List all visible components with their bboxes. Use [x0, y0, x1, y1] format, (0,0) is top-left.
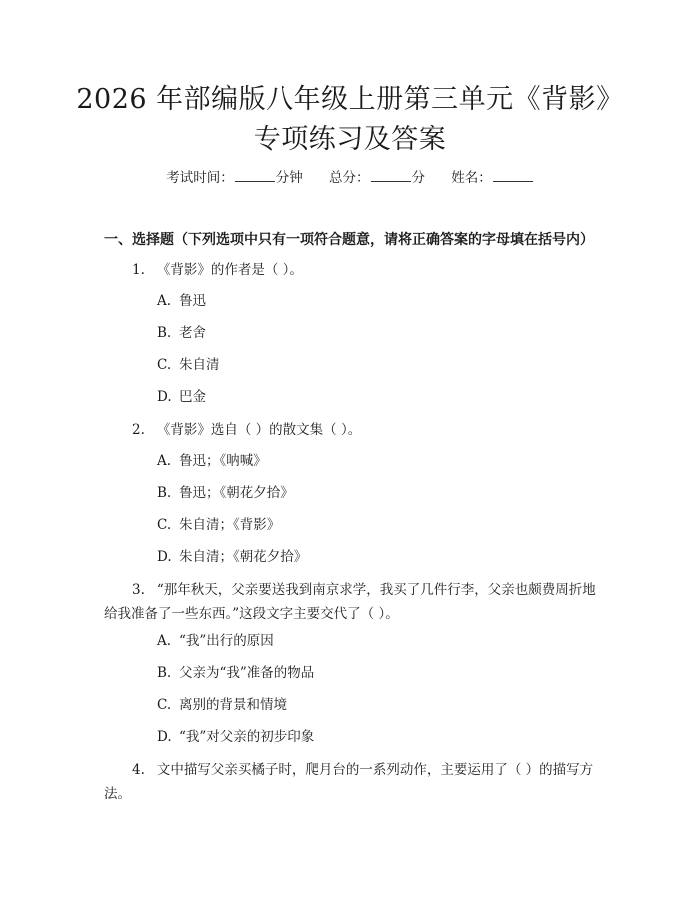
page-subtitle: 专项练习及答案	[253, 124, 447, 155]
option-3a	[157, 631, 274, 651]
exam-time-blank	[235, 169, 275, 182]
option-text: “我”出行的原因	[179, 633, 274, 649]
option-letter: B.	[157, 665, 172, 681]
option-letter: A.	[157, 293, 172, 309]
option-1b	[157, 323, 206, 343]
exam-meta-row	[40, 168, 660, 188]
option-letter: D.	[157, 549, 172, 565]
student-name-label: 姓名：	[451, 170, 492, 186]
option-letter: C.	[157, 517, 172, 533]
total-score-field	[329, 170, 425, 186]
total-score-blank	[371, 169, 411, 182]
option-text: 朱自清；《朝花夕拾》	[179, 549, 308, 565]
exam-time-unit: 分钟	[275, 170, 303, 186]
option-letter: A.	[157, 453, 172, 469]
total-score-unit: 分	[411, 170, 425, 186]
option-text: 鲁迅；《呐喊》	[179, 453, 267, 469]
option-text: 巴金	[179, 389, 206, 405]
question-number: 1.	[132, 262, 145, 278]
option-letter: A.	[157, 633, 172, 649]
option-letter: D.	[157, 729, 172, 745]
option-letter: B.	[157, 325, 172, 341]
option-1d	[157, 387, 206, 407]
option-text: 离别的背景和情境	[179, 697, 287, 713]
option-letter: C.	[157, 357, 172, 373]
option-3c	[157, 695, 287, 715]
option-2b	[157, 483, 294, 503]
question-text: 《背影》选自（ ）的散文集（ ）。	[156, 422, 362, 438]
page-title: 2026 年部编版八年级上册第三单元《背影》	[76, 84, 624, 115]
exam-time-field	[166, 170, 303, 186]
option-2d	[157, 547, 307, 567]
question-2	[104, 418, 602, 442]
question-number: 2.	[132, 422, 145, 438]
question-text: 文中描写父亲买橘子时，爬月台的一系列动作，主要运用了（ ）的描写方法。	[104, 762, 594, 802]
question-1	[104, 258, 602, 282]
option-letter: B.	[157, 485, 172, 501]
question-number: 3.	[132, 582, 145, 598]
option-1a	[157, 291, 206, 311]
option-letter: D.	[157, 389, 172, 405]
option-text: “我”对父亲的初步印象	[179, 729, 315, 745]
question-text: “那年秋天，父亲要送我到南京求学，我买了几件行李，父亲也颇费周折地给我准备了一些东西。”这段文字主要交代了（ ）。	[104, 582, 596, 622]
student-name-field	[451, 170, 534, 186]
total-score-label: 总分：	[329, 170, 370, 186]
option-text: 鲁迅	[179, 293, 206, 309]
option-text: 朱自清；《背影》	[179, 517, 281, 533]
option-2a	[157, 451, 267, 471]
question-4	[104, 758, 602, 806]
option-text: 父亲为“我”准备的物品	[179, 665, 315, 681]
option-text: 朱自清	[179, 357, 220, 373]
option-1c	[157, 355, 220, 375]
option-2c	[157, 515, 280, 535]
question-number: 4.	[132, 762, 145, 778]
section-heading: 一、选择题（下列选项中只有一项符合题意，请将正确答案的字母填在括号内）	[104, 232, 594, 248]
student-name-blank	[493, 169, 533, 182]
option-text: 鲁迅；《朝花夕拾》	[179, 485, 294, 501]
question-text: 《背影》的作者是（ ）。	[156, 262, 303, 278]
option-3d	[157, 727, 314, 747]
option-3b	[157, 663, 314, 683]
option-letter: C.	[157, 697, 172, 713]
exam-time-label: 考试时间：	[166, 170, 234, 186]
question-3	[104, 578, 602, 626]
option-text: 老舍	[179, 325, 206, 341]
